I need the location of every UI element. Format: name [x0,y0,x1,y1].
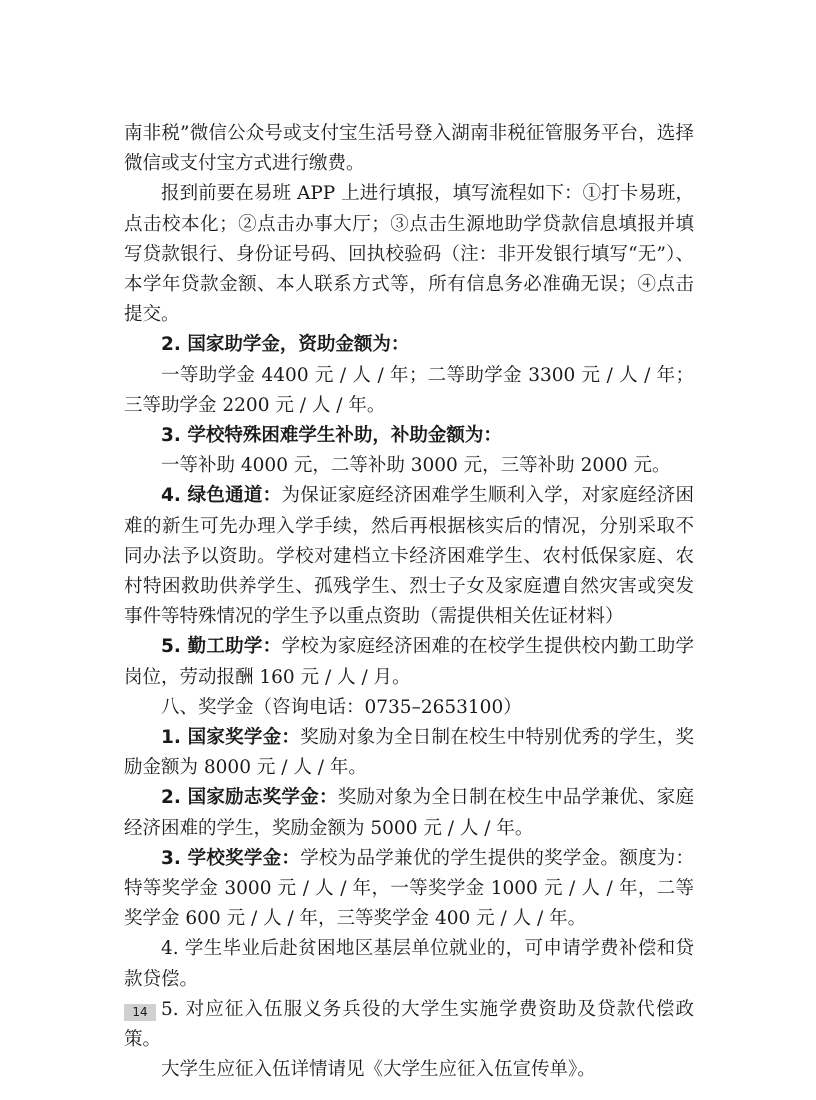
national-scholarship-text: 奖励对象为全日制在校生中特别优秀的学生，奖励金额为 8000 元 / 人 / 年。 [124,727,694,779]
military-service-policy-paragraph: 5. 对应征入伍服义务兵役的大学生实施学费资助及贷款代偿政策。 [124,998,694,1051]
national-grant-heading: 2. 国家助学金，资助金额为： [161,334,410,356]
green-channel-label: 4. 绿色通道： [161,485,282,507]
national-encouragement-scholarship-label: 2. 国家励志奖学金： [161,787,338,809]
green-channel-paragraph [124,481,694,632]
national-encouragement-scholarship-text: 奖励对象为全日制在校生中品学兼优、家庭经济困难的学生，奖励金额为 5000 元 / 人 / 年。 [124,787,694,839]
national-grant-amounts: 一等助学金 4400 元 / 人 / 年；二等助学金 3300 元 / 人 / 年；三等助学金 2200 元 / 人 / 年。 [124,364,694,416]
military-enlistment-details-paragraph: 大学生应征入伍详情请见《大学生应征入伍宣传单》。 [161,1059,596,1081]
school-scholarship-paragraph [124,844,694,935]
scholarship-section-heading: 八、奖学金（咨询电话：0735–2653100） [161,696,522,718]
national-scholarship-paragraph [124,723,694,783]
grassroots-employment-paragraph: 4. 学生毕业后赴贫困地区基层单位就业的，可申请学费补偿和贷款贷偿。 [124,938,694,990]
page-number: 14 [124,1004,156,1021]
school-hardship-subsidy-heading: 3. 学校特殊困难学生补助，补助金额为： [161,425,502,447]
school-scholarship-text: 学校为品学兼优的学生提供的奖学金。额度为：特等奖学金 3000 元 / 人 / 年，一等奖学金 1000 元 / 人 / 年，二等奖学金 600 元 / 人 / 年，三等奖学金 400 元 / 人 / 年。 [124,847,694,930]
work-study-text: 学校为家庭经济困难的在校学生提供校内勤工助学岗位，劳动报酬 160 元 / 人 / 月。 [124,636,694,688]
yiban-registration-paragraph: 报到前要在易班 APP 上进行填报，填写流程如下：①打卡易班，点击校本化；②点击办事大厅；③点击生源地助学贷款信息填报并填写贷款银行、身份证号码、回执校验码（注：非开发银行填写“无”）、本学年贷款金额、本人联系方式等，所有信息务必准确无误；④点击提交。 [124,183,694,326]
work-study-label: 5. 勤工助学： [161,636,282,658]
school-scholarship-label: 3. 学校奖学金： [161,847,301,869]
school-hardship-subsidy-amounts: 一等补助 4000 元，二等补助 3000 元，三等补助 2000 元。 [161,455,671,477]
national-encouragement-scholarship-paragraph [124,783,694,843]
page-body [124,119,694,1086]
work-study-paragraph [124,632,694,692]
payment-method-paragraph: 南非税”微信公众号或支付宝生活号登入湖南非税征管服务平台，选择微信或支付宝方式进行缴费。 [124,123,694,175]
national-scholarship-label: 1. 国家奖学金： [161,727,301,749]
green-channel-text: 为保证家庭经济困难学生顺利入学，对家庭经济困难的新生可先办理入学手续，然后再根据核实后的情况，分别采取不同办法予以资助。学校对建档立卡经济困难学生、农村低保家庭、农村特困救助供养学生、孤残学生、烈士子女及家庭遭自然灾害或突发事件等特殊情况的学生予以重点资助（需提供相关佐证材料） [124,485,694,628]
